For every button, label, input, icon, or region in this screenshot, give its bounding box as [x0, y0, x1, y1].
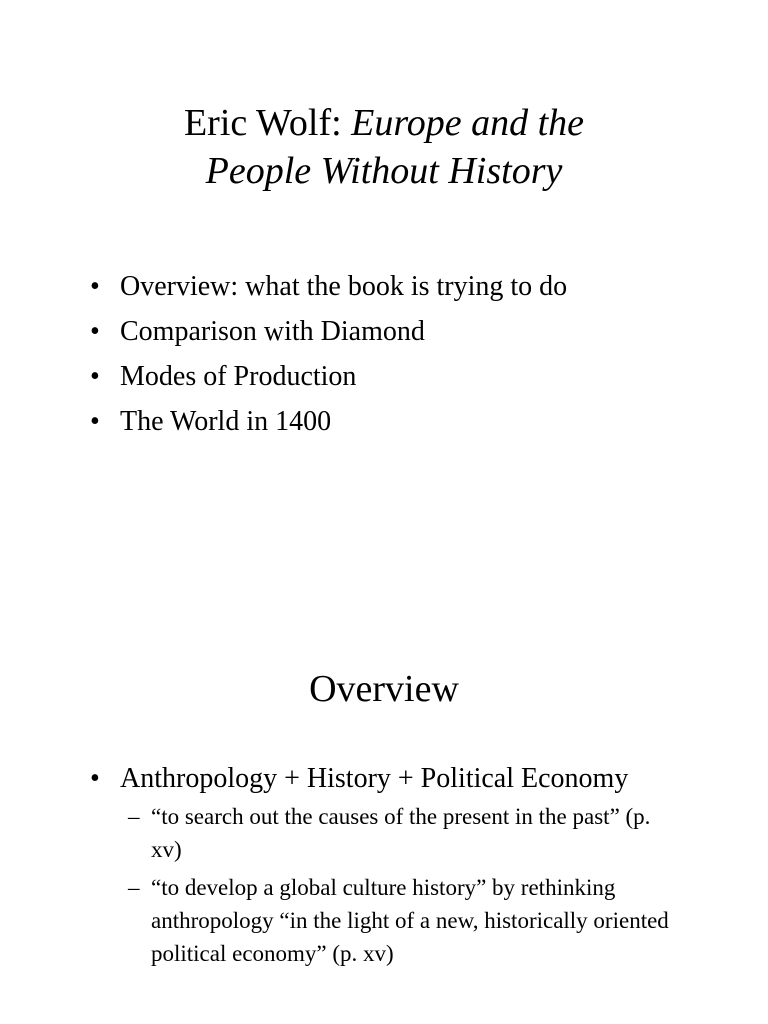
sub-bullet-item	[0, 800, 671, 866]
slide-2-bullet-list	[0, 761, 680, 975]
slide-2	[0, 512, 768, 1024]
title-book-line-1: Europe and the	[351, 102, 585, 144]
bullet-text: The World in 1400	[120, 406, 332, 437]
slide-1-title	[0, 99, 768, 195]
bullet-glyph: •	[90, 316, 100, 347]
bullet-item	[0, 761, 680, 970]
sub-bullet-list	[0, 800, 680, 970]
bullet-text: Modes of Production	[120, 361, 357, 392]
bullet-glyph: •	[90, 763, 100, 794]
bullet-glyph: •	[90, 271, 100, 302]
bullet-item	[0, 264, 567, 309]
bullet-glyph: •	[90, 406, 100, 437]
bullet-item	[0, 399, 567, 444]
title-author: Eric Wolf:	[183, 102, 352, 144]
sub-bullet-text: “to develop a global culture history” by rethinking anthropology “in the light of a new, historically oriented political economy” (p. xv)	[151, 875, 669, 966]
bullet-glyph: •	[90, 361, 100, 392]
dash-glyph: –	[128, 804, 140, 829]
bullet-item	[0, 309, 567, 354]
bullet-text: Overview: what the book is trying to do	[120, 271, 568, 302]
sub-bullet-item	[0, 871, 671, 970]
slide-1-bullet-list	[0, 264, 567, 444]
bullet-text: Comparison with Diamond	[120, 316, 425, 347]
slide-2-title: Overview	[309, 668, 459, 710]
dash-glyph: –	[128, 875, 140, 900]
bullet-item	[0, 354, 567, 399]
sub-bullet-text: “to search out the causes of the present in the past” (p. xv)	[151, 804, 651, 862]
bullet-text: Anthropology + History + Political Economy	[120, 763, 629, 794]
title-book-line-2: People Without History	[205, 150, 563, 192]
